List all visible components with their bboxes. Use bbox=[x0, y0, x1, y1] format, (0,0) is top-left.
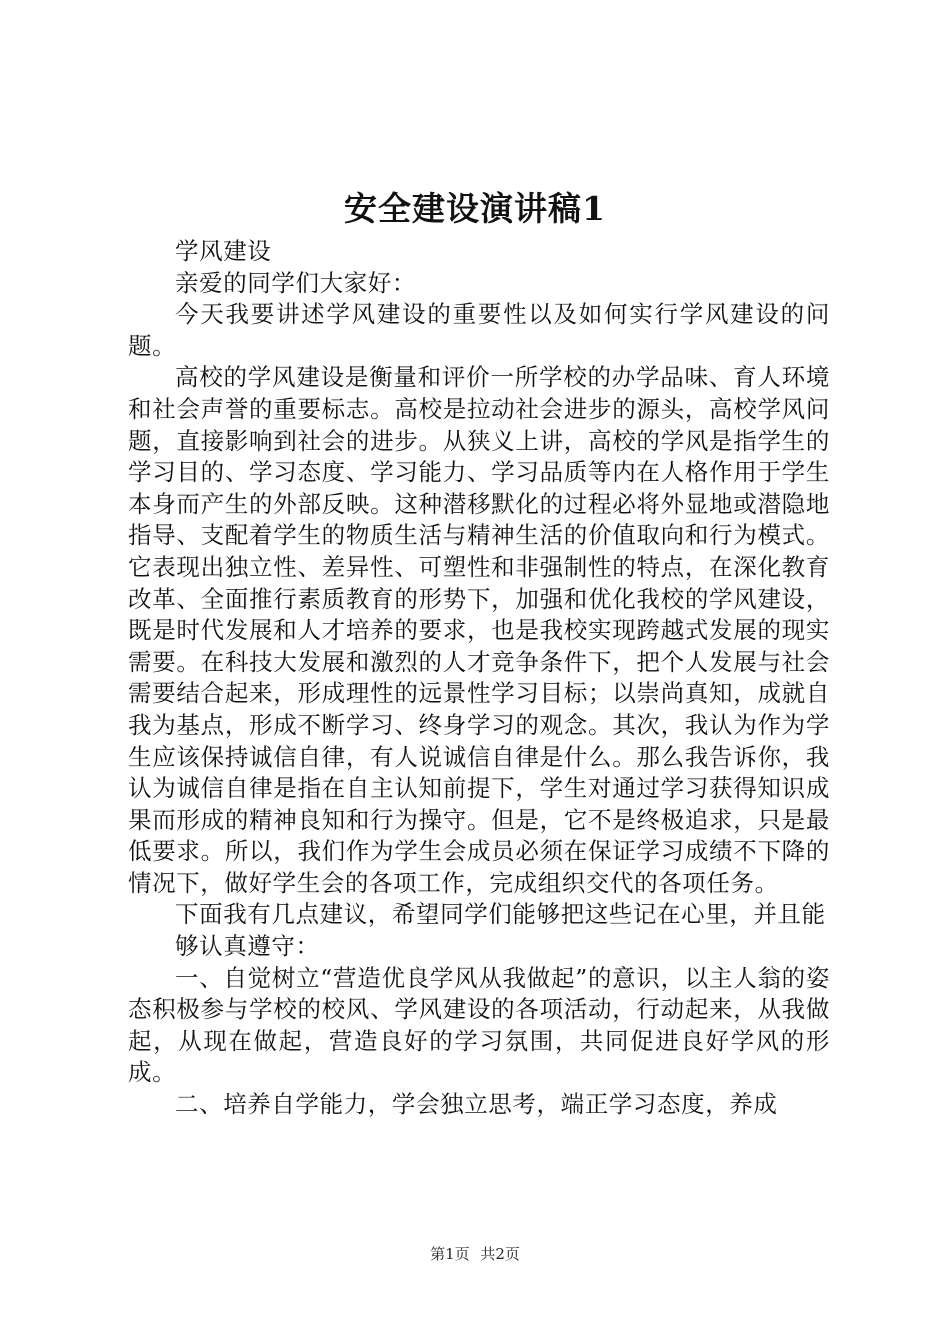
paragraph-suggestions: 下面我有几点建议，希望同学们能够把这些记在心里，并且能 bbox=[175, 900, 826, 929]
paragraph-point-one: 一、自觉树立“营造优良学风从我做起”的意识，以主人翁的姿态积极参与学校的校风、学风建设的各项活动，行动起来，从我做起，从现在做起，营造良好的学习氛围，共同促进良好学风的形成。 bbox=[128, 963, 830, 1087]
paragraph-heading: 学风建设 bbox=[175, 237, 272, 265]
paragraph-main: 高校的学风建设是衡量和评价一所学校的办学品味、育人环境和社会声誉的重要标志。高校是拉动社会进步的源头，高校学风问题，直接影响到社会的进步。从狭义上讲，高校的学风是指学生的学习目的、学习态度、学习能力、学习品质等内在人格作用于学生本身而产生的外部反映。这种潜移默化的过程必将外显地或潜隐地指导、支配着学生的物质生活与精神生活的价值取向和行为模式。它表现出独立性、差异性、可塑性和非强制性的特点，在深化教育改革、全面推行素质教育的形势下，加强和优化我校的学风建设，既是时代发展和人才培养的要求，也是我校实现跨越式发展的现实需要。在科技大发展和激烈的人才竞争条件下，把个人发展与社会需要结合起来，形成理性的远景性学习目标；以崇尚真知，成就自我为基点，形成不断学习、终身学习的观念。其次，我认为作为学生应该保持诚信自律，有人说诚信自律是什么。那么我告诉你，我认为诚信自律是指在自主认知前提下，学生对通过学习获得知识成果而形成的精神良知和行为操守。但是，它不是终极追求，只是最低要求。所以，我们作为学生会成员必须在保证学习成绩不下降的情况下，做好学生会的各项工作，完成组织交代的各项任务。 bbox=[128, 363, 830, 897]
paragraph-point-two: 二、培养自学能力，学会独立思考，端正学习态度，养成 bbox=[175, 1090, 778, 1119]
page-footer bbox=[0, 1244, 950, 1264]
paragraph-greeting: 亲爱的同学们大家好： bbox=[175, 268, 416, 297]
paragraph-suggestions-cont: 够认真遵守： bbox=[175, 932, 320, 961]
page-number: 第1页 bbox=[430, 1245, 470, 1263]
document-title: 安全建设演讲稿1 bbox=[344, 189, 606, 228]
page-total: 共2页 bbox=[480, 1245, 520, 1263]
paragraph-intro: 今天我要讲述学风建设的重要性以及如何实行学风建设的问题。 bbox=[128, 300, 830, 360]
document-body bbox=[128, 236, 830, 1121]
